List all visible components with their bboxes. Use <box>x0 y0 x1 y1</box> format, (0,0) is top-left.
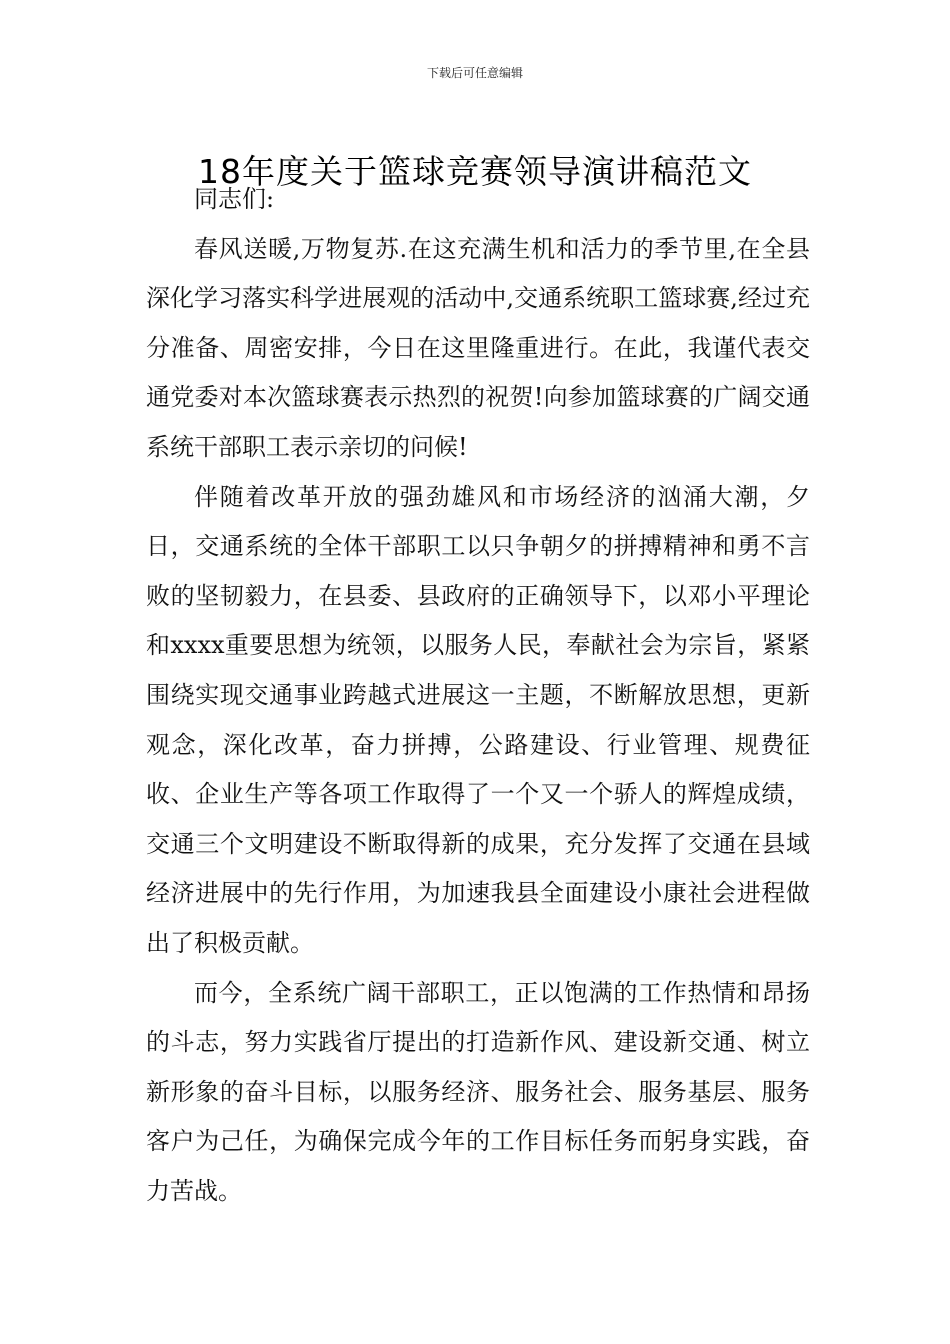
header-note: 下载后可任意编辑 <box>426 66 523 80</box>
salutation: 同志们: <box>194 185 275 213</box>
document-title: 18年度关于篮球竞赛领导演讲稿范文 <box>198 152 752 192</box>
document-body <box>146 175 810 1216</box>
paragraph-1: 春风送暖,万物复苏.在这充满生机和活力的季节里,在全县深化学习落实科学进展观的活动中,交通系统职工篮球赛,经过充分准备、周密安排，今日在这里隆重进行。在此，我谨代表交通党委对本次篮球赛表示热烈的祝贺!向参加篮球赛的广阔交通系统干部职工表示亲切的问候! <box>146 234 810 461</box>
paragraph-2: 伴随着改革开放的强劲雄风和市场经济的汹涌大潮，夕日，交通系统的全体干部职工以只争朝夕的拼搏精神和勇不言败的坚韧毅力，在县委、县政府的正确领导下，以邓小平理论和xxxx重要思想为统领，以服务人民，奉献社会为宗旨，紧紧围绕实现交通事业跨越式进展这一主题，不断解放思想，更新观念，深化改革，奋力拼搏，公路建设、行业管理、规费征收、企业生产等各项工作取得了一个又一个骄人的辉煌成绩，交通三个文明建设不断取得新的成果，充分发挥了交通在县域经济进展中的先行作用，为加速我县全面建设小康社会进程做出了积极贡献。 <box>146 482 810 957</box>
paragraph-3: 而今，全系统广阔干部职工，正以饱满的工作热情和昂扬的斗志，努力实践省厅提出的打造新作风、建设新交通、树立新形象的奋斗目标，以服务经济、服务社会、服务基层、服务客户为己任，为确保完成今年的工作目标任务而躬身实践，奋力苦战。 <box>146 978 810 1205</box>
